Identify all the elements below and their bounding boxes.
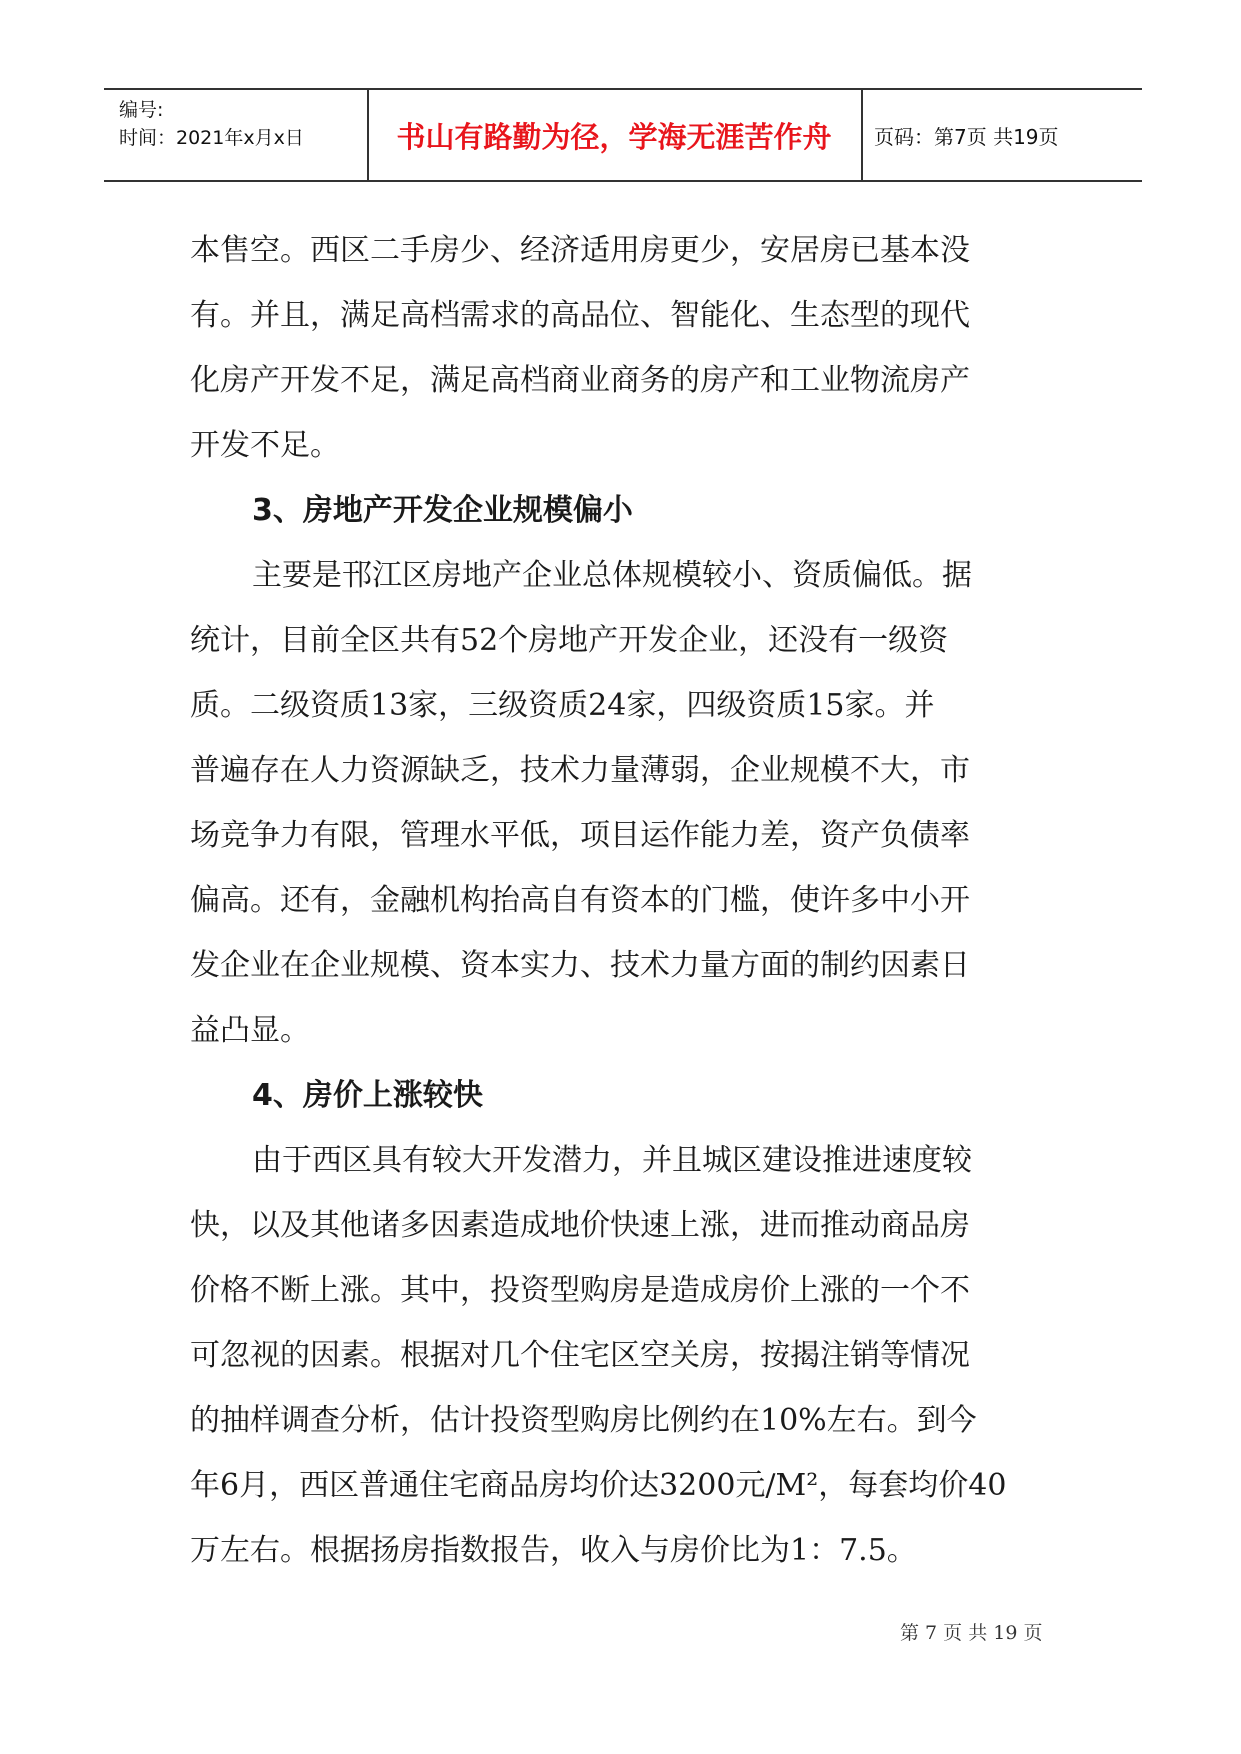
- text-line: 益凸显。: [190, 1013, 310, 1048]
- header-divider: [861, 90, 863, 180]
- text-line: 偏高。还有，金融机构抬高自有资本的门槛，使许多中小开: [190, 883, 970, 918]
- text-line: 普遍存在人力资源缺乏，技术力量薄弱，企业规模不大，市: [190, 753, 970, 788]
- text-line: 有。并且，满足高档需求的高品位、智能化、生态型的现代: [190, 298, 970, 333]
- text-line: 发企业在企业规模、资本实力、技术力量方面的制约因素日: [190, 948, 970, 983]
- section-heading: 4、房价上涨较快: [252, 1078, 483, 1113]
- text-line: 可忽视的因素。根据对几个住宅区空关房，按揭注销等情况: [190, 1338, 970, 1373]
- header-page-info: 页码：第7页 共19页: [874, 124, 1059, 149]
- text-line: 由于西区具有较大开发潜力，并且城区建设推进速度较: [252, 1143, 972, 1178]
- text-line: 快，以及其他诸多因素造成地价快速上涨，进而推动商品房: [190, 1208, 970, 1243]
- body-text: [190, 218, 1060, 1583]
- document-number-label: 编号:: [119, 99, 164, 121]
- text-line: 万左右。根据扬房指数报告，收入与房价比为1：7.5。: [190, 1533, 917, 1568]
- document-time-label: 时间：2021年x月x日: [119, 127, 304, 149]
- text-line: 主要是邗江区房地产企业总体规模较小、资质偏低。据: [252, 558, 972, 593]
- text-line: 开发不足。: [190, 428, 340, 463]
- text-line: 的抽样调查分析，估计投资型购房比例约在10%左右。到今: [190, 1403, 977, 1438]
- text-line: 质。二级资质13家，三级资质24家，四级资质15家。并: [190, 688, 935, 723]
- header-meta: [119, 96, 304, 152]
- header-motto: 书山有路勤为径，学海无涯苦作舟: [396, 119, 832, 154]
- text-line: 化房产开发不足，满足高档商业商务的房产和工业物流房产: [190, 363, 970, 398]
- text-line: 场竞争力有限，管理水平低，项目运作能力差，资产负债率: [190, 818, 970, 853]
- text-line: 统计，目前全区共有52个房地产开发企业，还没有一级资: [190, 623, 949, 658]
- text-line: 年6月，西区普通住宅商品房均价达3200元/M²，每套均价40: [190, 1468, 1007, 1503]
- text-line: 本售空。西区二手房少、经济适用房更少，安居房已基本没: [190, 233, 970, 268]
- page-footer: 第 7 页 共 19 页: [900, 1622, 1043, 1644]
- section-heading: 3、房地产开发企业规模偏小: [252, 493, 633, 528]
- text-line: 价格不断上涨。其中，投资型购房是造成房价上涨的一个不: [190, 1273, 970, 1308]
- page-header: [104, 88, 1142, 182]
